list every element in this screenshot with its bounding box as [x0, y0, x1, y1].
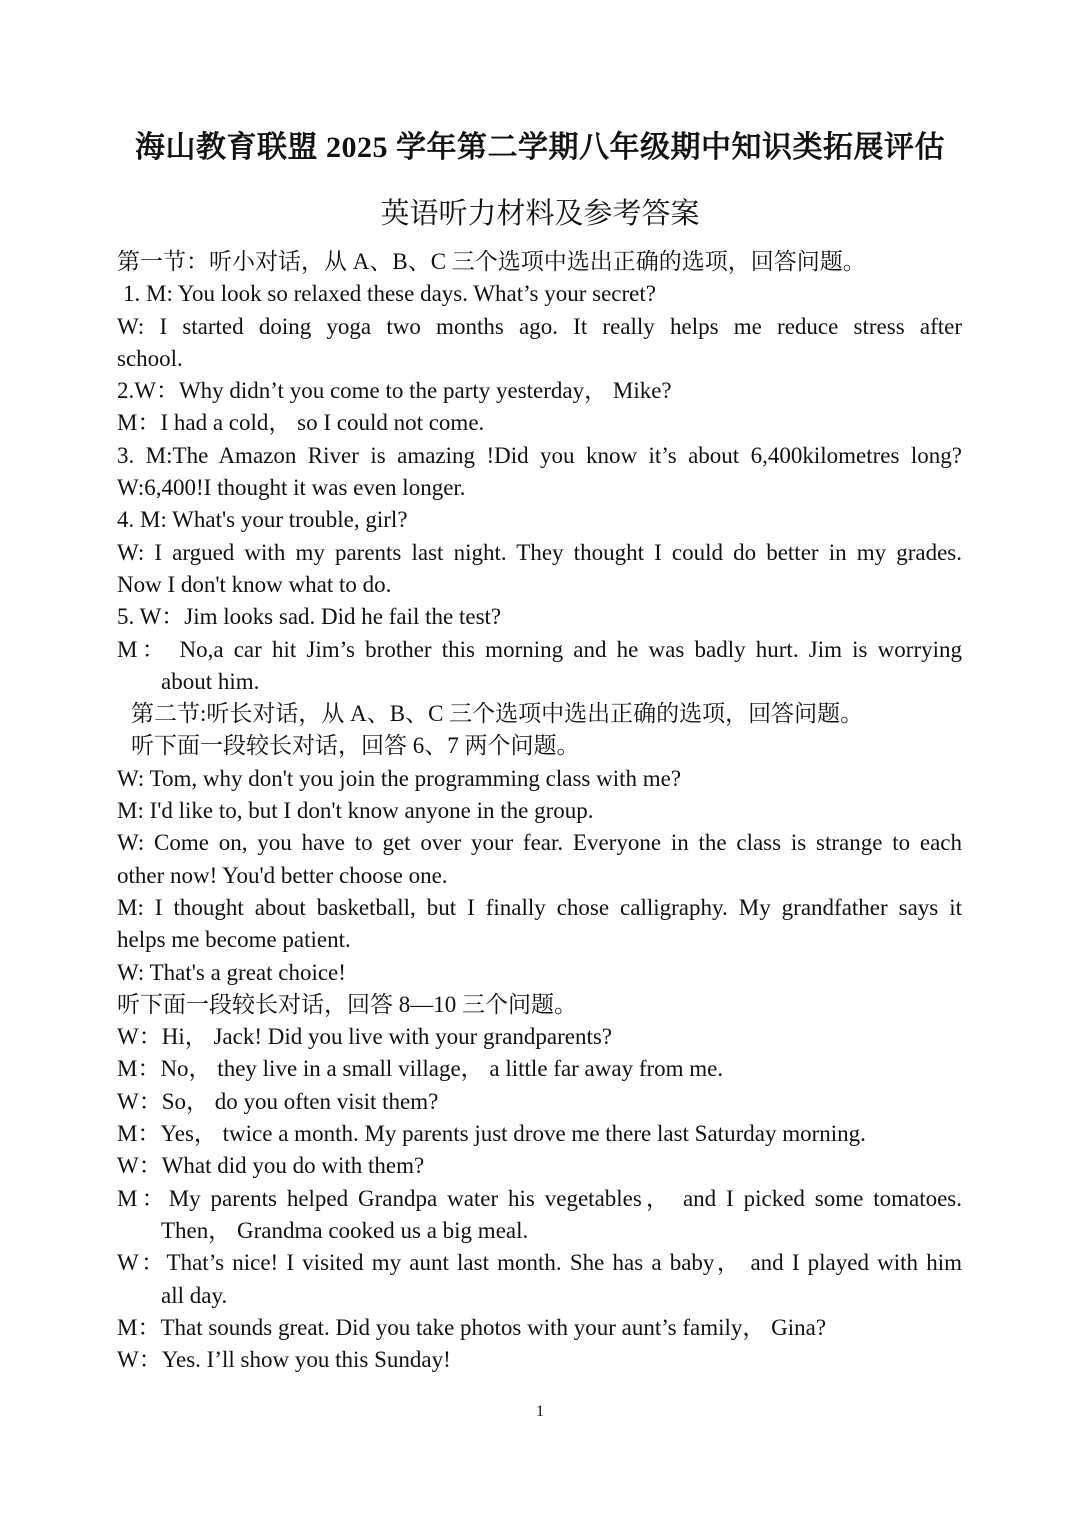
- dialogue-line: W: That's a great choice!: [117, 959, 346, 985]
- dialogue-line: W: I started doing yoga two months ago. It really helps me reduce stress after: [117, 313, 962, 339]
- dialogue-instruction: 听下面一段较长对话，回答 8—10 三个问题。: [117, 991, 577, 1017]
- dialogue-line: M: I'd like to, but I don't know anyone in the group.: [117, 798, 594, 824]
- dialogue-line: W: I argued with my parents last night. They thought I could do better in my grades.: [117, 539, 962, 565]
- dialogue-line: 1. M: You look so relaxed these days. What’s your secret?: [123, 281, 656, 307]
- transcript-body: [117, 246, 962, 1376]
- dialogue-line: M： No,a car hit Jim’s brother this morning and he was badly hurt. Jim is worrying: [117, 636, 962, 662]
- section-1-heading: 第一节：听小对话，从 A、B、C 三个选项中选出正确的选项，回答问题。: [117, 249, 866, 274]
- dialogue-line: all day.: [161, 1282, 228, 1308]
- dialogue-line: 5. W：Jim looks sad. Did he fail the test?: [117, 604, 502, 630]
- dialogue-line: M：No， they live in a small village， a little far away from me.: [117, 1056, 724, 1082]
- dialogue-line: W：That’s nice! I visited my aunt last month. She has a baby， and I played with him: [117, 1250, 962, 1276]
- dialogue-line: school.: [117, 345, 183, 371]
- dialogue-line: W：Yes. I’ll show you this Sunday!: [117, 1347, 451, 1373]
- dialogue-line: M: I thought about basketball, but I finally chose calligraphy. My grandfather says it: [117, 894, 962, 920]
- dialogue-line: W: Come on, you have to get over your fear. Everyone in the class is strange to each: [117, 830, 962, 856]
- dialogue-line: W：What did you do with them?: [117, 1153, 425, 1179]
- document-subtitle: 英语听力材料及参考答案: [380, 198, 700, 230]
- dialogue-instruction: 听下面一段较长对话，回答 6、7 两个问题。: [131, 733, 580, 759]
- dialogue-line: W:6,400!I thought it was even longer.: [117, 475, 466, 501]
- dialogue-line: Then， Grandma cooked us a big meal.: [161, 1217, 529, 1243]
- dialogue-line: M：I had a cold， so I could not come.: [117, 410, 485, 436]
- dialogue-line: 4. M: What's your trouble, girl?: [117, 507, 408, 533]
- dialogue-line: other now! You'd better choose one.: [117, 862, 448, 888]
- dialogue-line: M：That sounds great. Did you take photos with your aunt’s family， Gina?: [117, 1314, 827, 1340]
- dialogue-line: 3. M:The Amazon River is amazing !Did you know it’s about 6,400kilometres long?: [117, 442, 962, 468]
- dialogue-line: 2.W：Why didn’t you come to the party yesterday， Mike?: [117, 378, 672, 404]
- dialogue-line: W：So， do you often visit them?: [117, 1088, 439, 1114]
- dialogue-line: W: Tom, why don't you join the programming class with me?: [117, 765, 682, 791]
- dialogue-line: about him.: [161, 668, 260, 694]
- dialogue-line: M：Yes， twice a month. My parents just drove me there last Saturday morning.: [117, 1121, 866, 1147]
- dialogue-line: Now I don't know what to do.: [117, 571, 392, 597]
- section-2-heading: 第二节:听长对话，从 A、B、C 三个选项中选出正确的选项，回答问题。: [131, 701, 864, 727]
- dialogue-line: M：My parents helped Grandpa water his vegetables， and I picked some tomatoes.: [117, 1185, 962, 1211]
- document-title: 海山教育联盟 2025 学年第二学期八年级期中知识类拓展评估: [135, 131, 945, 164]
- dialogue-line: W：Hi， Jack! Did you live with your grandparents?: [117, 1024, 613, 1050]
- dialogue-line: helps me become patient.: [117, 927, 351, 953]
- page-number: 1: [536, 1403, 544, 1420]
